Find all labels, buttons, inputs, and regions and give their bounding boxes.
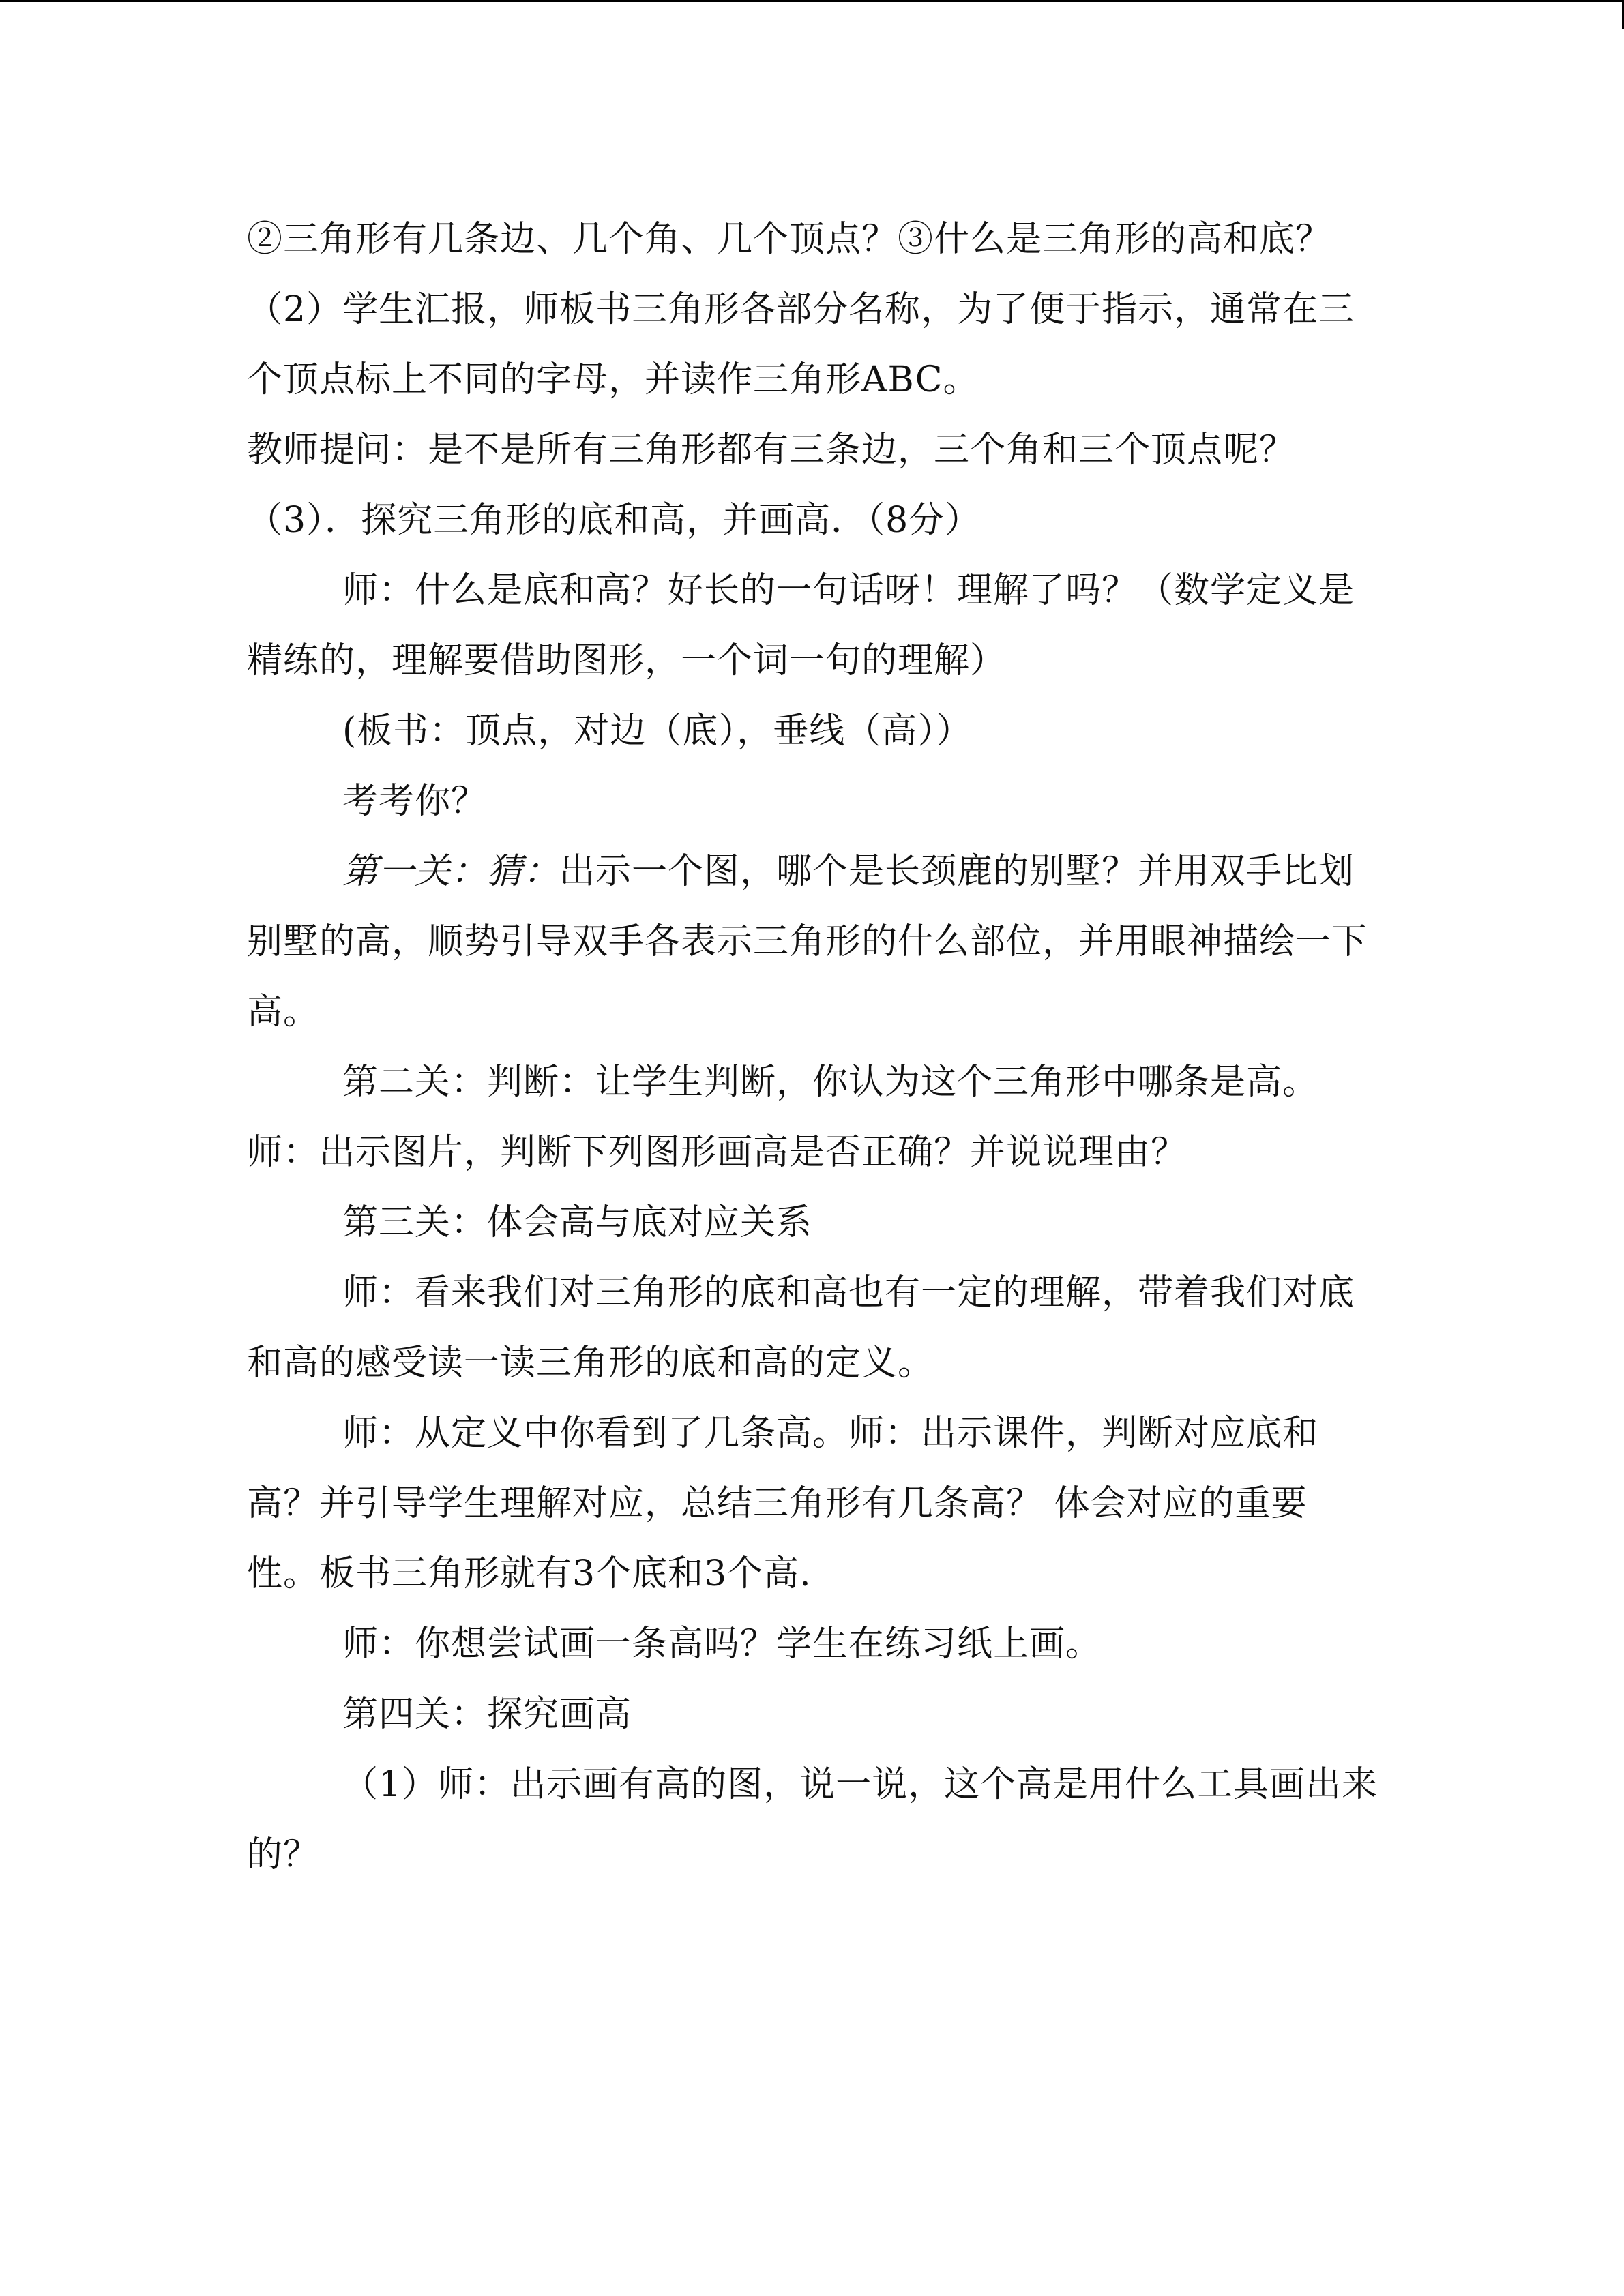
paragraph-8-prefix: 第一关：猜： bbox=[342, 851, 560, 892]
paragraph-8 bbox=[247, 837, 1379, 1047]
paragraph-12: 师：看来我们对三角形的底和高也有一定的理解，带着我们对底和高的感受读一读三角形的底和高的定义。 bbox=[247, 1272, 1355, 1384]
paragraph-16: （1）师：出示画有高的图，说一说，这个高是用什么工具画出来的？ bbox=[247, 1764, 1378, 1875]
paragraph-10: 师：出示图片，判断下列图形画高是否正确？并说说理由？ bbox=[247, 1132, 1187, 1173]
paragraph-2: （2）学生汇报，师板书三角形各部分名称，为了便于指示，通常在三个顶点标上不同的字母，并读作三角形ABC。 bbox=[247, 289, 1355, 400]
paragraph-13: 师：从定义中你看到了几条高。师：出示课件，判断对应底和高？并引导学生理解对应，总结三角形有几条高？ 体会对应的重要性。板书三角形就有3个底和3个高. bbox=[247, 1413, 1319, 1594]
paragraph-8-text: 出示一个图，哪个是长颈鹿的别墅？并用双手比划别墅的高，顺势引导双手各表示三角形的什么部位，并用眼神描绘一下高。 bbox=[247, 851, 1368, 1032]
paragraph-6: (板书：顶点，对边（底），垂线（高）） bbox=[342, 711, 973, 751]
paragraph-11: 第三关：体会高与底对应关系 bbox=[342, 1202, 813, 1243]
paragraph-1: ②三角形有几条边、几个角、几个顶点？③什么是三角形的高和底？ bbox=[247, 219, 1332, 260]
paragraph-7: 考考你？ bbox=[342, 781, 488, 822]
document-body bbox=[247, 205, 1379, 1890]
paragraph-15: 第四关：探究画高 bbox=[342, 1694, 632, 1735]
paragraph-5: 师：什么是底和高？好长的一句话呀！理解了吗？（数学定义是精练的，理解要借助图形，一个词一句的理解） bbox=[247, 570, 1355, 681]
page-border-top bbox=[0, 0, 1624, 2]
paragraph-3: 教师提问：是不是所有三角形都有三条边，三个角和三个顶点呢？ bbox=[247, 430, 1296, 471]
paragraph-9: 第二关：判断：让学生判断，你认为这个三角形中哪条是高。 bbox=[342, 1062, 1319, 1103]
paragraph-4: （3）．探究三角形的底和高，并画高．（8分） bbox=[247, 500, 981, 541]
paragraph-14: 师：你想尝试画一条高吗？学生在练习纸上画。 bbox=[342, 1624, 1102, 1665]
